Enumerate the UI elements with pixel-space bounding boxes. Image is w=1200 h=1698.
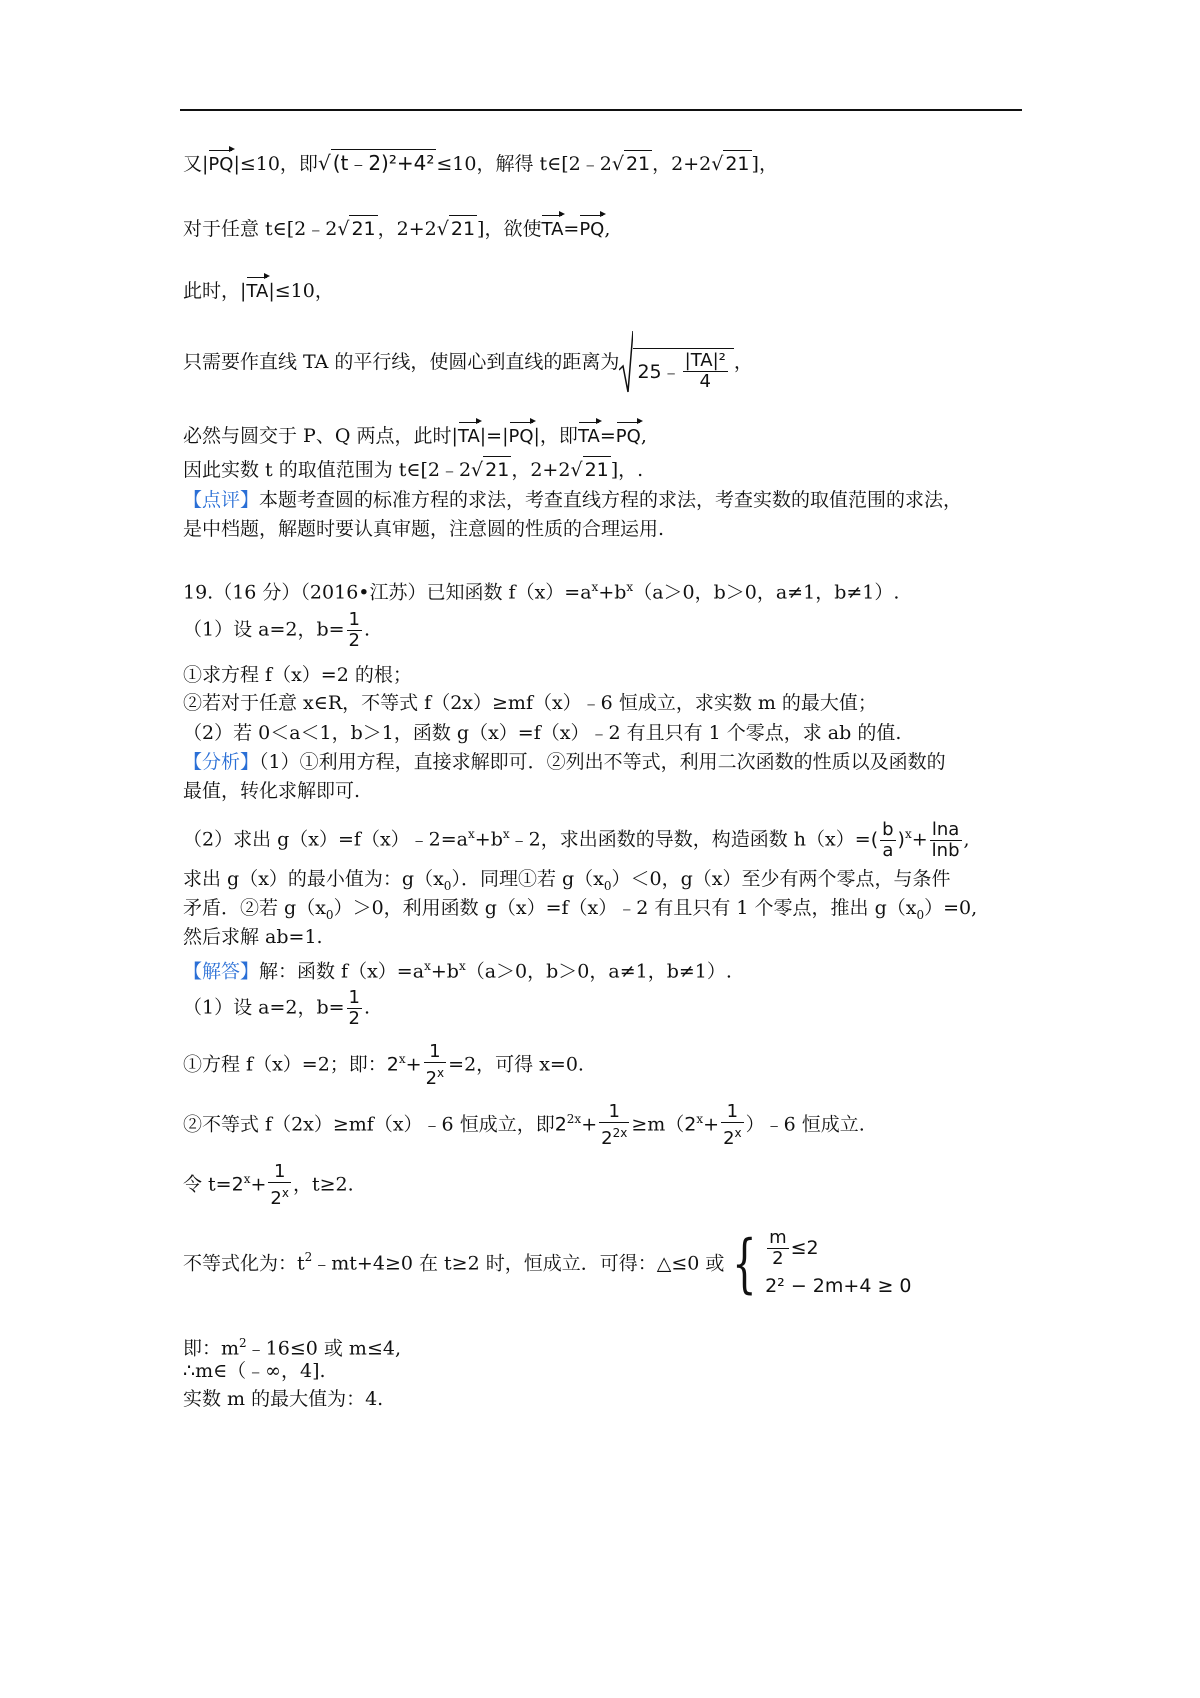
solution-m-range: ∴m∈（﹣∞，4]. bbox=[183, 1360, 326, 1382]
line-comment: 【点评】本题考查圆的标准方程的求法，考查直线方程的求法，考查实数的取值范围的求法， bbox=[183, 489, 963, 511]
analysis-3: （2）求出 $g(x)=f(x)﹣2=a^x+b^x﹣2$，求出函数的导数，构造函数 h（x）=( $\frac{b}{a}$ )$^x$+ $\frac{\ln a}{\ln b}$ , bbox=[183, 819, 970, 861]
solution-tag: 【解答】 bbox=[183, 960, 260, 983]
analysis-6: 然后求解 ab=1. bbox=[183, 926, 323, 948]
analysis-tag: 【分析】 bbox=[183, 751, 260, 773]
solution-part-1: （1）设 a=2，b= $\frac{1}{2}$ . bbox=[183, 987, 371, 1029]
question-1-1: ①求方程 f（x）=2 的根； bbox=[183, 664, 412, 686]
distance-radical: 25﹣ $\frac{\text{|TA|²}}{4}$ bbox=[619, 330, 733, 394]
line-ta-bound: 此时，|TA|≤10， bbox=[183, 275, 334, 305]
solution-m-bound: 即：$m^2﹣16\le 0$ 或 m≤4, bbox=[183, 1336, 402, 1360]
solution: 【解答】解：函数 $f(x)=a^x+b^x(a>0$，b＞0，a≠1，b≠1）. bbox=[183, 959, 732, 983]
line-t-range: 因此实数 t 的取值范围为 t∈[2﹣2√ 21 ，2+2√ 21 ]，. bbox=[183, 456, 643, 483]
question-2: （2）若 0＜a＜1，b＞1，函数 g（x）=f（x）﹣2 有且只有 1 个零点，求 ab 的值. bbox=[183, 722, 902, 744]
line-intersect: 必然与圆交于 P、Q 两点，此时|TA|=|PQ|，即TA=PQ, bbox=[183, 420, 647, 450]
solution-1-2: ②不等式 f（2x）≥mf（x）﹣6 恒成立，即$2^{2x}+$ $\frac{1}{2^{2x}}$ $\ge m(2^x+$ $\frac{1}{2^x}$ ）﹣6 恒成立. bbox=[183, 1101, 865, 1149]
analysis: 【分析】（1）①利用方程，直接求解即可．②列出不等式，利用二次函数的性质以及函数的 bbox=[183, 751, 946, 773]
comment-tag: 【点评】 bbox=[183, 489, 260, 511]
line-pq-bound: 又|PQ|≤10，即√ (t﹣2)²+4² ≤10，解得 t∈[2﹣2√ 21 ，2+2√ 21 ]， bbox=[183, 148, 778, 178]
question-1-2: ②若对于任意 x∈R，不等式 f（2x）≥mf（x）﹣6 恒成立，求实数 m 的最大值； bbox=[183, 692, 877, 714]
header-rule bbox=[180, 109, 1022, 111]
solution-m-max: 实数 m 的最大值为：4. bbox=[183, 1388, 384, 1410]
line-parallel: 只需要作直线 TA 的平行线，使圆心到直线的距离为 25﹣ $\frac{\text{|TA|²}}{4}$ ， bbox=[183, 330, 753, 394]
problem-19: 19.（16 分）（2016•江苏）已知函数 $f(x)=a^x+b^x(a>0$，b＞0，a≠1，b≠1）. bbox=[183, 580, 900, 604]
line-comment-2: 是中档题，解题时要认真审题，注意圆的性质的合理运用. bbox=[183, 518, 665, 540]
system-brace: { $\frac{m}{2}$ ≤2 2² − 2m+4 ≥ 0 bbox=[732, 1226, 912, 1301]
analysis-2: 最值，转化求解即可. bbox=[183, 780, 361, 802]
analysis-4: 求出 g（x）的最小值为：$g(x_0)$．同理①若 $g(x_0)<0$，g（x）至少有两个零点，与条件 bbox=[183, 868, 951, 893]
solution-inequality: 不等式化为：$t^2﹣mt+4\ge 0$ 在 t≥2 时，恒成立．可得：△≤0 或 { $\frac{m}{2}$ ≤2 2² − 2m+4 ≥ 0 bbox=[183, 1226, 912, 1301]
solution-let-t: 令 $t=2^x+$ $\frac{1}{2^x}$ ，t≥2. bbox=[183, 1161, 354, 1209]
line-any-t: 对于任意 t∈[2﹣2√ 21 ，2+2√ 21 ]，欲使TA=PQ, bbox=[183, 213, 610, 243]
part-1-given: （1）设 a=2，b= $\frac{1}{2}$ . bbox=[183, 609, 371, 651]
analysis-5: 矛盾．②若 $g(x_0)>0$，利用函数 g（x）=f（x）﹣2 有且只有 1 个零点，推出 $g(x_0)=0$, bbox=[183, 897, 978, 922]
solution-1-1: ①方程 f（x）=2；即：$2^x+$ $\frac{1}{2^x}$ =2，可得 x=0. bbox=[183, 1041, 584, 1089]
